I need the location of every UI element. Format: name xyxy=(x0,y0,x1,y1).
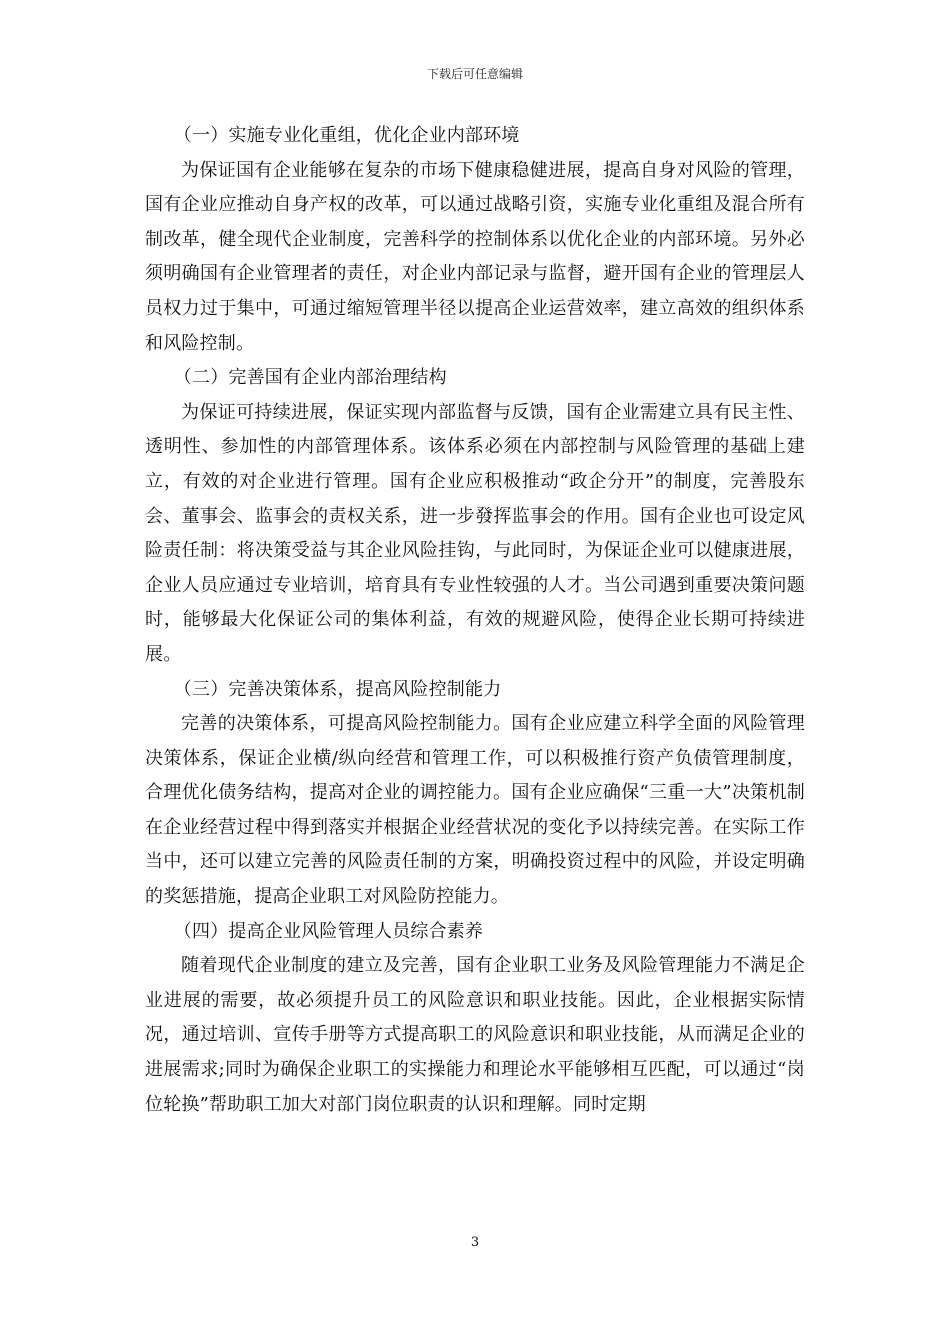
section-heading-4: （四）提高企业风险管理人员综合素养 xyxy=(173,920,484,942)
section-heading-3: （三）完善决策体系，提高风险控制能力 xyxy=(173,678,502,700)
section-paragraph-1: 为保证国有企业能够在复杂的市场下健康稳健进展，提高自身对风险的管理，国有企业应推动自身产权的改革，可以通过战略引资，实施专业化重组及混合所有制改革，健全现代企业制度，完善科学的控制体系以优化企业的内部环境。另外必须明确国有企业管理者的责任，对企业内部记录与监督，避开国有企业的管理层人员权力过于集中，可通过缩短管理半径以提高企业运营效率，建立高效的组织体系和风险控制。 xyxy=(145,159,805,354)
page-header: 下载后可任意编辑 xyxy=(426,67,523,81)
section-heading-2: （二）完善国有企业内部治理结构 xyxy=(173,367,447,389)
section-paragraph-3: 完善的决策体系，可提高风险控制能力。国有企业应建立科学全面的风险管理决策体系，保证企业横/纵向经营和管理工作，可以积极推行资产负债管理制度，合理优化债务结构，提高对企业的调控能力。国有企业应确保“三重一大”决策机制在企业经营过程中得到落实并根据企业经营状况的变化予以持续完善。在实际工作当中，还可以建立完善的风险责任制的方案，明确投资过程中的风险，并设定明确的奖惩措施，提高企业职工对风险防控能力。 xyxy=(145,713,805,908)
document-body xyxy=(145,119,805,1122)
page-number: 3 xyxy=(470,1235,480,1250)
section-paragraph-2: 为保证可持续进展，保证实现内部监督与反馈，国有企业需建立具有民主性、透明性、参加性的内部管理体系。该体系必须在内部控制与风险管理的基础上建立，有效的对企业进行管理。国有企业应积极推动“政企分开”的制度，完善股东会、董事会、监事会的责权关系，进一步發挥监事会的作用。国有企业也可设定风险责任制：将决策受益与其企业风险挂钩，与此同时，为保证企业可以健康进展，企业人员应通过专业培训，培育具有专业性较强的人才。当公司遇到重要决策问题时，能够最大化保证公司的集体利益，有效的规避风险，使得企业长期可持续进展。 xyxy=(145,401,805,665)
section-heading-1: （一）实施专业化重组，优化企业内部环境 xyxy=(173,125,520,146)
section-paragraph-4: 随着现代企业制度的建立及完善，国有企业职工业务及风险管理能力不满足企业进展的需要，故必须提升员工的风险意识和职业技能。因此，企业根据实际情况，通过培训、宣传手册等方式提高职工的风险意识和职业技能，从而满足企业的进展需求;同时为确保企业职工的实操能力和理论水平能够相互匹配，可以通过“岗位轮换”帮助职工加大对部门岗位职责的认识和理解。同时定期 xyxy=(145,955,805,1115)
